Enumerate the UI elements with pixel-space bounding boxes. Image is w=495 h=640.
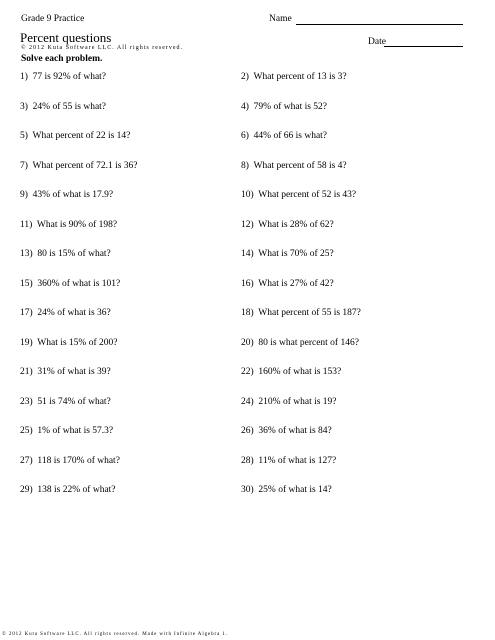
copyright-notice: © 2012 Kuta Software LLC. All rights reserved. [21,45,184,51]
problem-text: 43% of what is 17.9? [32,190,114,200]
problem-item [20,426,113,436]
name-blank-line [296,24,463,25]
instructions: Solve each problem. [21,54,103,64]
problem-item [241,131,327,141]
problem-number: 30) [241,485,254,495]
problem-item [20,485,116,495]
problem-text: 360% of what is 101? [37,278,121,289]
problem-number: 27) [20,455,33,466]
problem-number: 1) [20,72,28,82]
problem-number: 8) [241,160,249,171]
problem-item [20,456,120,466]
problem-item [241,367,341,377]
problem-item [241,102,327,112]
problem-text: What percent of 52 is 43? [258,190,357,200]
problem-text: What is 90% of 198? [36,219,118,230]
problem-number: 23) [20,396,33,407]
problem-text: What is 27% of 42? [258,278,334,289]
problem-number: 4) [241,101,249,112]
problem-text: 24% of what is 36? [37,308,111,318]
problem-text: What percent of 72.1 is 36? [32,160,138,171]
problem-item [20,249,111,259]
problem-number: 28) [241,455,254,466]
problem-item [20,397,111,407]
date-label: Date [368,37,386,47]
problem-item [241,161,347,171]
problem-item [20,338,117,348]
problem-number: 18) [241,308,254,318]
problem-item [241,397,337,407]
problem-item [20,367,111,377]
problem-item [20,131,130,141]
problem-item [20,308,111,318]
problem-number: 25) [20,426,33,436]
problem-text: What is 28% of 62? [258,219,334,230]
problem-item [241,220,334,230]
problem-text: 1% of what is 57.3? [37,426,114,436]
problem-item [20,72,106,82]
problem-number: 3) [20,101,28,112]
problem-number: 7) [20,160,28,171]
problem-text: 31% of what is 39? [37,367,111,377]
problem-item [20,220,117,230]
problem-number: 26) [241,426,254,436]
problem-number: 14) [241,249,254,259]
course-label: Grade 9 Practice [21,14,85,24]
problem-item [241,485,332,495]
problem-text: What percent of 13 is 3? [253,72,347,82]
problem-item [241,249,334,259]
problem-item [241,72,347,82]
problem-item [20,161,138,171]
problem-text: 80 is what percent of 146? [258,337,359,348]
problem-number: 15) [20,278,33,289]
problem-text: 44% of 66 is what? [253,131,328,141]
problem-text: 11% of what is 127? [258,455,337,466]
problem-number: 2) [241,72,249,82]
problem-text: What is 70% of 25? [258,249,334,259]
problem-item [241,279,334,289]
problem-text: 36% of what is 84? [258,426,332,436]
problem-number: 16) [241,278,254,289]
problem-number: 29) [20,485,33,495]
problem-text: 160% of what is 153? [258,367,342,377]
problem-text: 210% of what is 19? [258,396,337,407]
problem-number: 9) [20,190,28,200]
problem-text: 138 is 22% of what? [37,485,116,495]
problem-text: What percent of 58 is 4? [253,160,347,171]
date-blank-line [384,46,463,47]
problem-text: 25% of what is 14? [258,485,332,495]
problem-text: What percent of 22 is 14? [32,131,131,141]
problem-item [241,190,356,200]
problem-item [20,190,113,200]
problem-item [241,456,336,466]
problem-number: 24) [241,396,254,407]
problem-number: 10) [241,190,254,200]
problem-item [20,279,120,289]
problem-text: What is 15% of 200? [37,337,118,348]
problem-text: 77 is 92% of what? [32,72,107,82]
problem-item [241,426,332,436]
worksheet-title: Percent questions [20,30,112,45]
footer-copyright: © 2012 Kuta Software LLC. All rights reserved. Made with Infinite Algebra 1. [2,632,228,637]
problem-item [241,338,359,348]
problem-text: 80 is 15% of what? [37,249,111,259]
problem-item [241,308,361,318]
problem-text: 51 is 74% of what? [37,396,111,407]
problem-number: 6) [241,131,249,141]
problem-item [20,102,106,112]
name-label: Name [269,14,292,24]
problem-number: 5) [20,131,28,141]
problem-text: 118 is 170% of what? [37,455,120,466]
problem-number: 22) [241,367,254,377]
problem-number: 21) [20,367,33,377]
problem-number: 13) [20,249,33,259]
problem-number: 19) [20,337,33,348]
problem-text: 24% of 55 is what? [32,101,107,112]
problem-text: 79% of what is 52? [253,101,328,112]
problem-text: What percent of 55 is 187? [258,308,361,318]
problem-number: 11) [20,219,33,230]
problem-number: 17) [20,308,33,318]
problem-number: 12) [241,219,254,230]
problem-number: 20) [241,337,254,348]
